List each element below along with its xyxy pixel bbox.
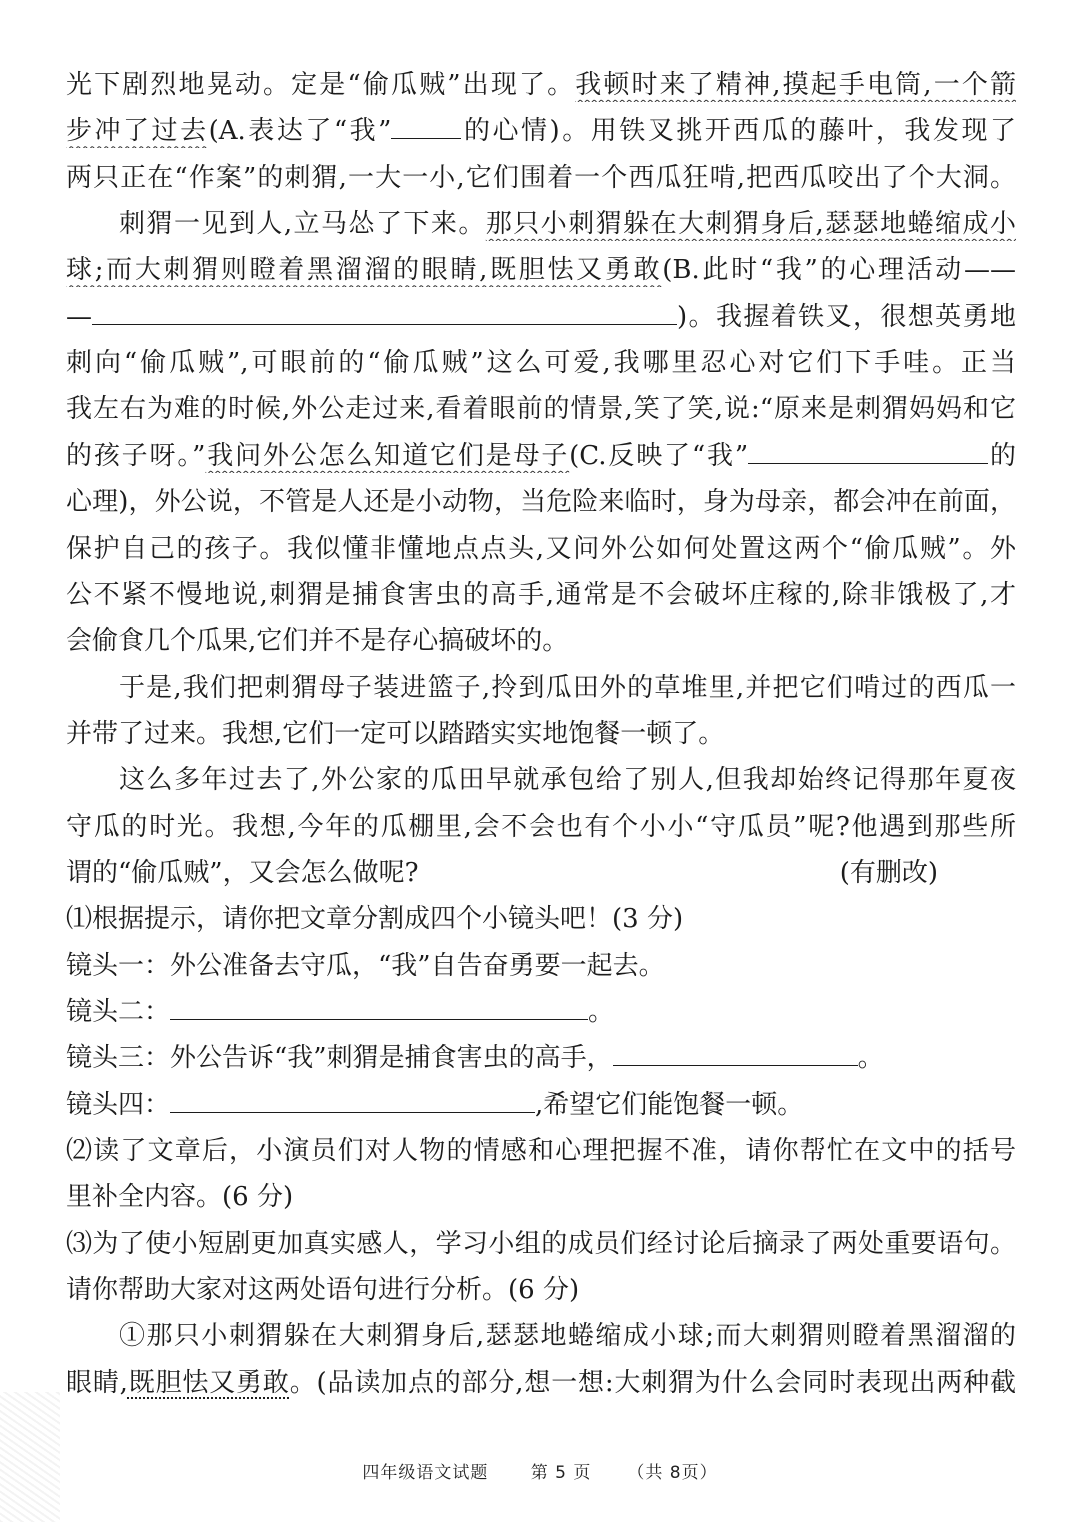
text-line <box>66 161 1016 195</box>
text-line <box>66 624 1016 658</box>
text-run: ⑴根据提示，请你把文章分割成四个小镜头吧！(3 分) <box>66 904 684 935</box>
text-line <box>66 949 1016 983</box>
text-line <box>119 671 1016 705</box>
footer-total-pages: （共 8页） <box>627 1463 718 1483</box>
text-run: ①那只小刺猬躲在大刺猬身后,瑟瑟地蜷缩成小球;而大刺猬则瞪着黑溜溜的 <box>119 1321 1016 1352</box>
text-line <box>66 810 1016 844</box>
text-line <box>66 578 1016 612</box>
text-run: 会偷食几个瓜果,它们并不是存心搞破坏的。 <box>66 626 569 657</box>
text-line <box>66 1088 1016 1122</box>
answer-blank[interactable] <box>613 1041 858 1066</box>
text-line <box>66 1273 1016 1307</box>
text-line <box>66 1227 1016 1261</box>
underlined-sentence: 那只小刺猬躲在大刺猬身后,瑟瑟地蜷缩成小 <box>485 209 1016 240</box>
text-run: ,希望它们能饱餐一顿。 <box>535 1089 804 1120</box>
text-line <box>66 439 1016 473</box>
text-run: 刺猬一见到人,立马怂了下来。 <box>119 209 486 240</box>
text-run: 的孩子呀。” <box>66 440 206 471</box>
text-run: 镜头一：外公准备去守瓜，“我”自告奋勇要一起去。 <box>66 950 665 981</box>
underlined-sentence: 球;而大刺猬则瞪着黑溜溜的眼睛,既胆怯又勇敢 <box>66 255 663 286</box>
answer-blank[interactable] <box>92 300 677 325</box>
text-run: (B.此时“我”的心理活动—— <box>662 255 1016 286</box>
text-run: (A.表达了“我” <box>208 116 392 147</box>
text-run: 的心情)。用铁叉挑开西瓜的藤叶，我发现了 <box>461 116 1016 147</box>
text-run: 。 <box>857 1043 884 1074</box>
text-line <box>66 346 1016 380</box>
text-run: 镜头四： <box>66 1089 171 1120</box>
text-run: ⑶为了使小短剧更加真实感人，学习小组的成员们经讨论后摘录了两处重要语句。 <box>66 1228 1016 1259</box>
text-line <box>66 902 1016 936</box>
text-run: ⑵读了文章后，小演员们对人物的情感和心理把握不准，请你帮忙在文中的括号 <box>66 1136 1016 1167</box>
text-run: 于是,我们把刺猬母子装进篮子,拎到瓜田外的草堆里,并把它们啃过的西瓜一 <box>119 672 1016 703</box>
text-run: 守瓜的时光。我想,今年的瓜棚里,会不会也有个小小“守瓜员”呢?他遇到那些所 <box>66 811 1016 842</box>
text-run: 这么多年过去了,外公家的瓜田早就承包给了别人,但我却始终记得那年夏夜 <box>119 765 1016 796</box>
text-line <box>66 995 1016 1029</box>
text-line <box>66 114 1016 148</box>
underlined-sentence: 我顿时来了精神,摸起手电筒,一个箭 <box>575 70 1016 100</box>
scan-noise <box>0 1392 60 1522</box>
dotted-phrase: 既胆怯又勇敢 <box>127 1367 290 1398</box>
text-run: 里补全内容。(6 分) <box>66 1182 294 1213</box>
text-line <box>66 1041 1016 1075</box>
answer-blank[interactable] <box>170 995 588 1020</box>
text-line <box>66 300 1016 334</box>
text-run: 请你帮助大家对这两处语句进行分析。(6 分) <box>66 1275 580 1306</box>
underlined-sentence: 步冲了过去 <box>66 116 209 147</box>
text-line <box>66 253 1016 287</box>
text-run: 心理)，外公说，不管是人还是小动物，当危险来临时，身为母亲，都会冲在前面， <box>66 487 1016 518</box>
text-run: 镜头二： <box>66 997 171 1027</box>
text-run: 的 <box>988 440 1016 471</box>
text-line <box>66 1180 1016 1214</box>
footer-page-number: 第 5 页 <box>530 1463 592 1483</box>
text-line <box>119 207 1016 241</box>
underlined-sentence: 我问外公怎么知道它们是母子 <box>205 440 570 471</box>
text-run: 。(品读加点的部分,想一想:大刺猬为什么会同时表现出两种截 <box>289 1367 1016 1398</box>
answer-blank[interactable] <box>748 439 988 464</box>
answer-blank[interactable] <box>170 1088 535 1113</box>
footer-subject: 四年级语文试题 <box>362 1463 489 1483</box>
text-line <box>66 856 1016 890</box>
text-run: 刺向“偷瓜贼”,可眼前的“偷瓜贼”这么可爱,我哪里忍心对它们下手哇。正当 <box>66 348 1016 379</box>
text-line <box>66 68 1016 102</box>
text-run: 。 <box>588 997 615 1027</box>
text-run: 两只正在“作案”的刺猬,一大一小,它们围着一个西瓜狂啃,把西瓜咬出了个大洞。 <box>66 162 1016 193</box>
text-line <box>66 532 1016 566</box>
text-run: — <box>66 301 92 332</box>
text-run: 保护自己的孩子。我似懂非懂地点点头,又问外公如何处置这两个“偷瓜贼”。外 <box>66 533 1016 564</box>
text-line <box>119 1319 1016 1353</box>
text-line <box>66 1134 1016 1168</box>
text-line <box>66 485 1016 519</box>
page-footer <box>0 1458 1080 1483</box>
text-run: )。我握着铁叉，很想英勇地 <box>677 301 1016 332</box>
text-run: 谓的“偷瓜贼”，又会怎么做呢? <box>66 857 419 888</box>
text-run: 我左右为难的时候,外公走过来,看着眼前的情景,笑了笑,说:“原来是刺猬妈妈和它 <box>66 394 1016 425</box>
text-line <box>66 392 1016 426</box>
text-run: 并带了过来。我想,它们一定可以踏踏实实地饱餐一顿了。 <box>66 718 725 749</box>
text-run: 光下剧烈地晃动。定是“偷瓜贼”出现了。 <box>66 70 576 100</box>
source-note: (有删改) <box>839 857 938 888</box>
text-run: (C.反映了“我” <box>569 440 749 471</box>
text-line <box>119 763 1016 797</box>
text-line <box>66 1366 1016 1400</box>
text-run: 公不紧不慢地说,刺猬是捕食害虫的高手,通常是不会破坏庄稼的,除非饿极了,才 <box>66 579 1016 610</box>
answer-blank[interactable] <box>391 114 461 139</box>
text-run: 眼睛, <box>66 1367 128 1398</box>
text-line <box>66 717 1016 751</box>
text-run: 镜头三：外公告诉“我”刺猬是捕食害虫的高手， <box>66 1043 613 1074</box>
